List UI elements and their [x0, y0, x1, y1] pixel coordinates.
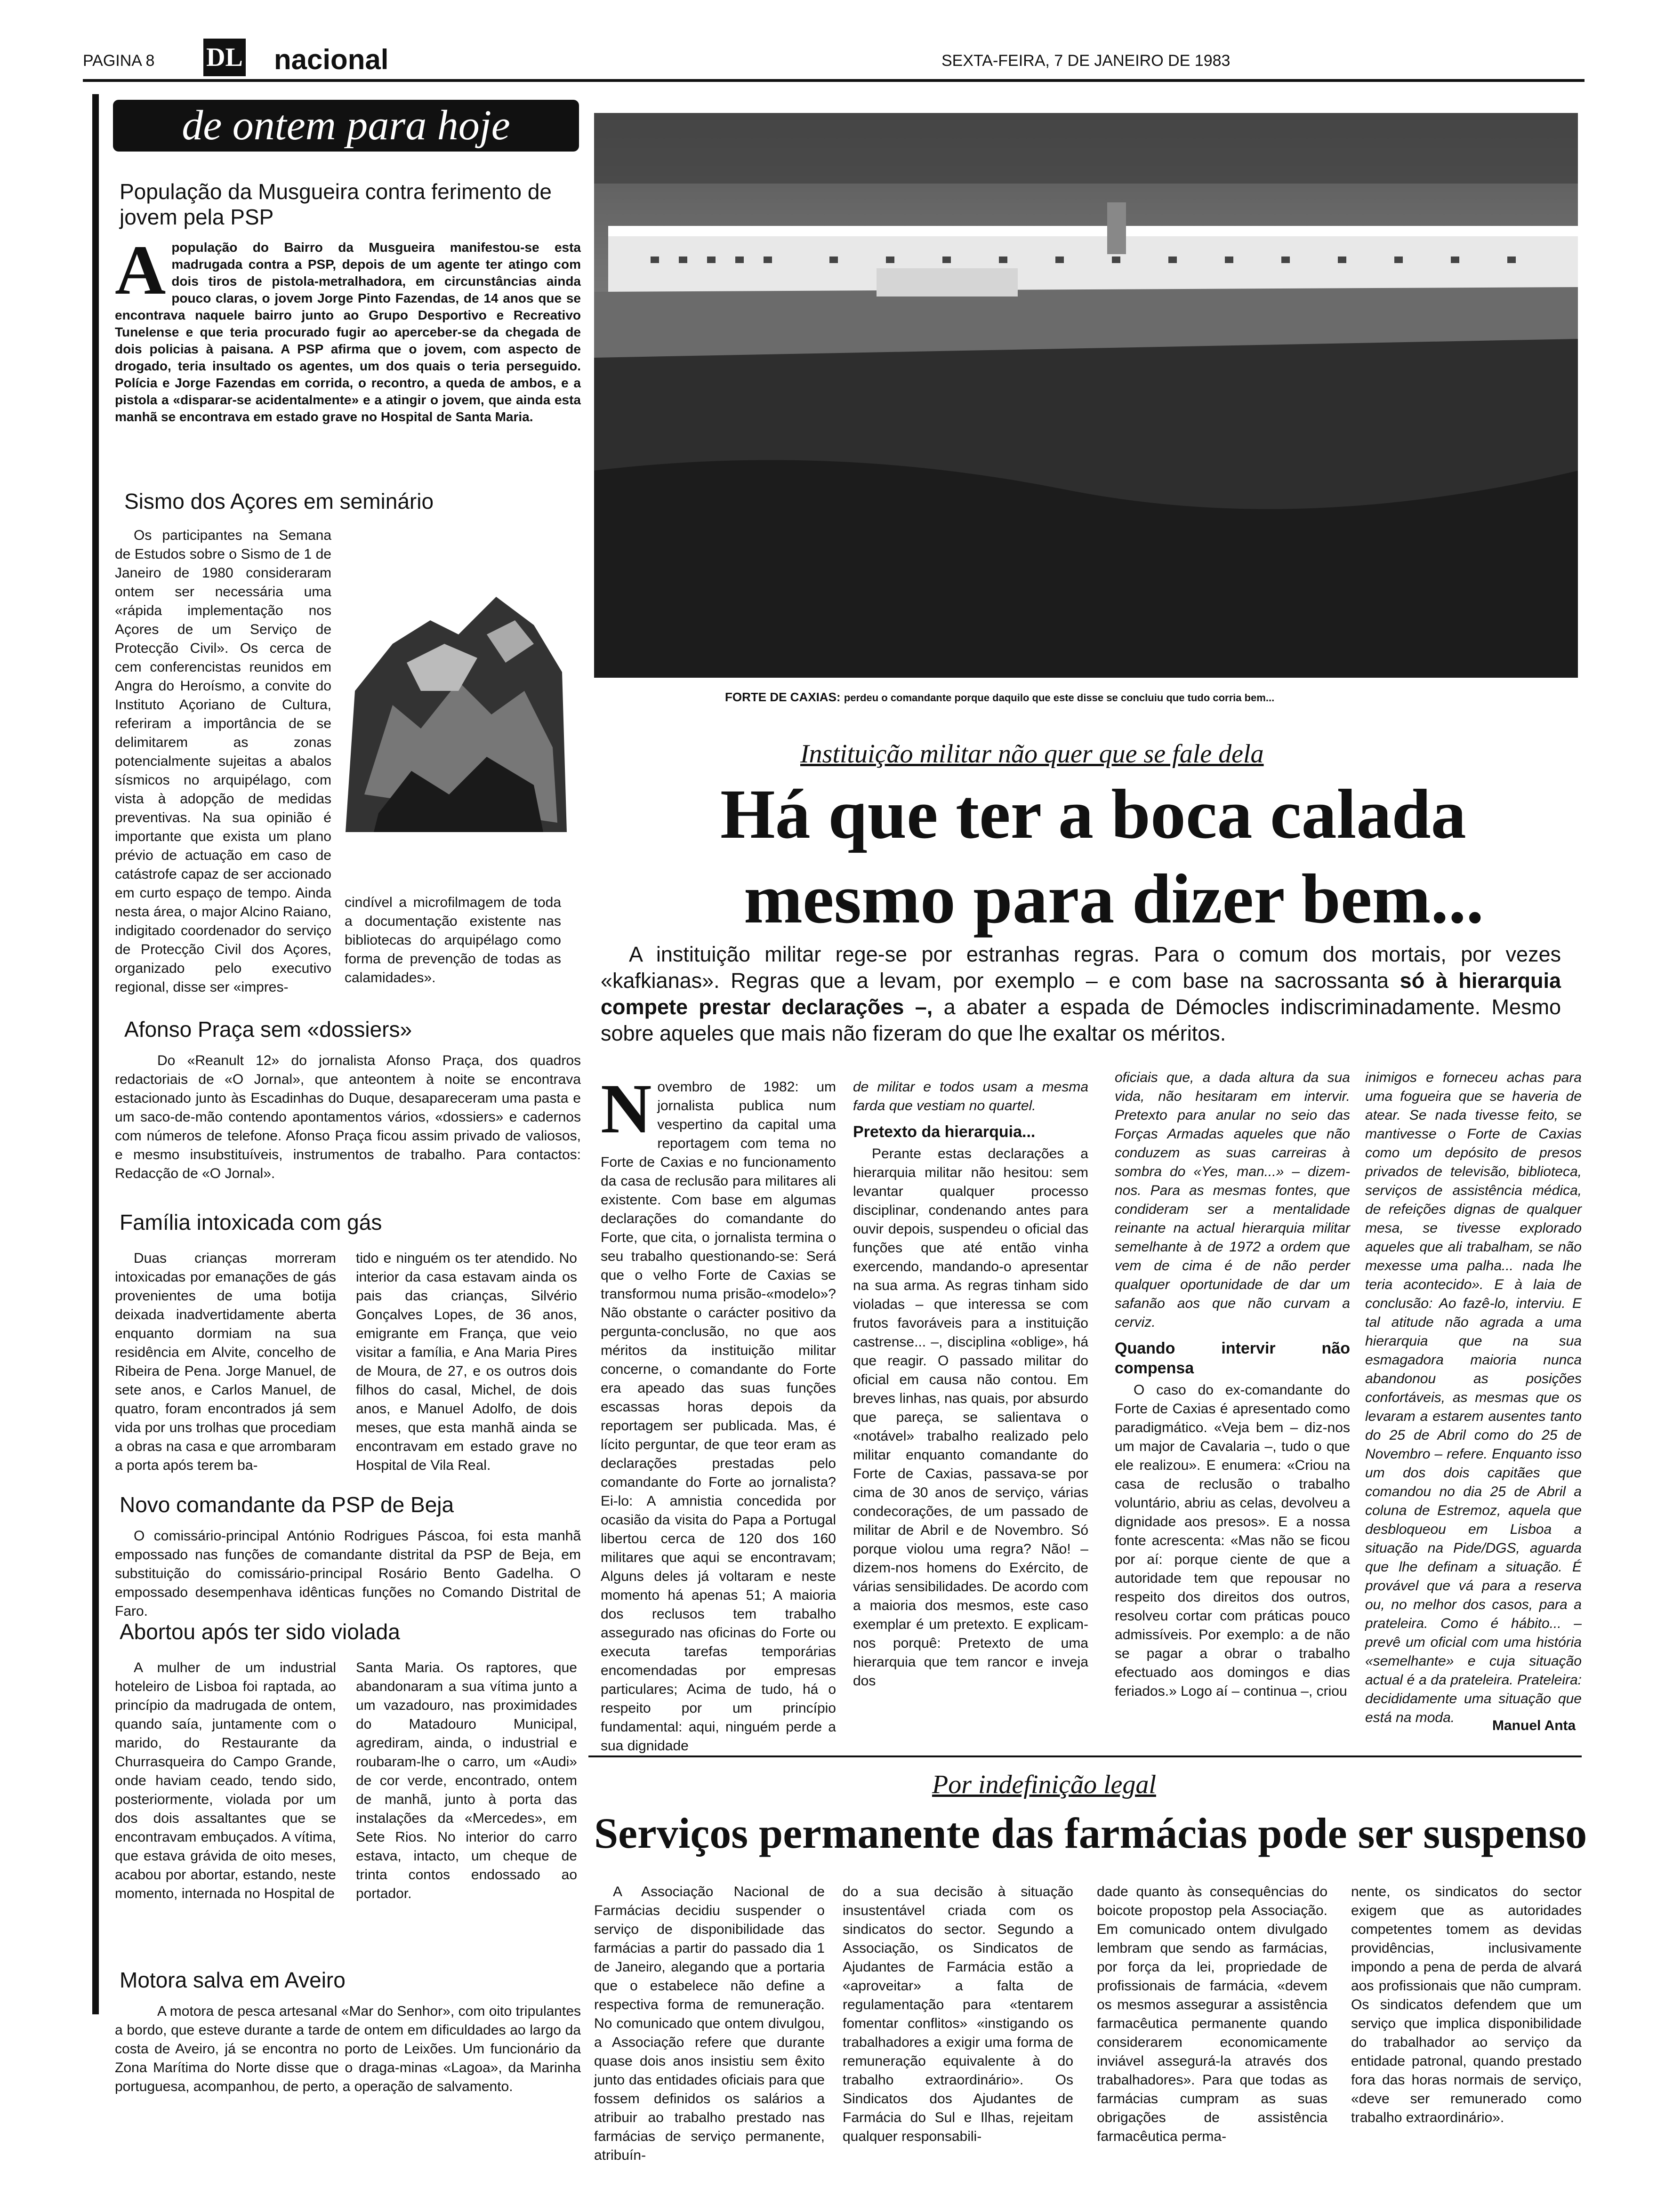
article-body-right	[356, 1249, 577, 1475]
lead-text: a abater a espada de Démocles indiscriminadamente. Mesmo sobre aqueles que mais não fizeram do que lhe exaltar os méritos.	[601, 995, 1561, 1045]
main-lead	[601, 941, 1561, 1047]
newspaper-logo: DL	[203, 39, 246, 76]
article-familia	[115, 1210, 581, 1473]
issue-date: SEXTA-FEIRA, 7 DE JANEIRO DE 1983	[941, 52, 1231, 70]
article-body	[115, 1051, 581, 1183]
article-body-right	[356, 1659, 577, 1903]
article-text: O comissário-principal António Rodrigues Páscoa, foi esta manhã empossado nas funções de comandante distrital da PSP de Beja, em substituição do comissário-principal Rosário Bento Gadelha. O empossado desempenhava idênticas funções no Comando Distrital de Faro.	[115, 1528, 581, 1619]
main-column-2	[853, 1078, 1088, 1691]
bottom-column-1	[594, 1883, 825, 2165]
main-column-1	[601, 1070, 836, 1755]
article-violada	[115, 1619, 581, 1901]
bottom-column-3	[1097, 1883, 1327, 2146]
photo-caption	[725, 690, 1274, 705]
left-column-rule	[92, 94, 99, 2014]
article-text: O caso do ex-comandante do Forte de Caxias é apresentado como paradigmático. «Veja bem – diz-nos um major de Cavalaria –, tudo o que ele realizou». E enumera: «Criou na casa de reclusão o trabalho voluntário, abriu as celas, devolveu a dignidade aos presos». E a nossa fonte acrescenta: «Mas não se ficou por aí: porque ciente de que a autoridade tem que repousar no respeito dos direitos dos outros, resolveu cortar com práticas pouco admissíveis. Por exemplo: a de não se pagar a obrar o trabalho efectuado aos domingos e dias feriados.» Logo aí – continua –, criou	[1115, 1382, 1350, 1699]
bottom-kicker: Por indefinição legal	[932, 1770, 1156, 1799]
article-title: População da Musgueira contra ferimento de jovem pela PSP	[120, 179, 552, 229]
banner-title: de ontem para hoje	[182, 102, 510, 149]
article-text: ovembro de 1982: um jornalista publica num vespertino da capital uma reportagem com tema no Forte de Caxias e no funcionamento da casa de reclusão para militares ali existente. Com base em algumas declarações do comandante do Forte, que cita, o jornalista termina o seu trabalho questionando-se: Será que o velho Forte de Caxias se transformou numa prisão-«modelo»? Não obstante o carácter positivo da pergunta-conclusão, no que aos méritos da instituição militar concerne, o comandante do Forte era apeado das suas funções escassas horas depois da reportagem ser publicada. Mas, é lícito perguntar, de que teor eram as declarações prestadas pelo comandante do Forte ao jornalista? Ei-lo: A amnistia concedida por ocasião da visita do Papa a Portugal libertou cerca de 120 dos 160 militares que aqui se encontravam; Alguns deles já voltaram e neste momento há apenas 51; A maioria dos reclusos tem trabalho assegurado nas oficinas do Forte ou executa tarefas temporárias encomendadas por empresas particulares; Acima de tudo, há o respeito por um princípio fundamental: aqui, ninguém perde a sua dignidade	[601, 1079, 836, 1754]
article-text: nente, os sindicatos do sector exigem que as autoridades competentes tomem as devidas providências, inclusivamente impondo a pena de perda de alvará aos profissionais que não cumpram. Os sindicatos defendem que um serviço que implica disponibilidade do trabalhador ao serviço da entidade patronal, quando prestado fora das horas normais de serviço, «deve ser remunerado como trabalho extraordinário».	[1351, 1884, 1582, 2125]
article-title: Motora salva em Aveiro	[120, 1968, 346, 1992]
article-sismo	[115, 489, 581, 995]
left-banner	[113, 100, 579, 152]
article-title: Afonso Praça sem «dossiers»	[124, 1017, 412, 1042]
article-title: Novo comandante da PSP de Beja	[120, 1492, 454, 1517]
article-body	[115, 2002, 581, 2096]
article-beja	[115, 1492, 581, 1621]
caption-label: FORTE DE CAXIAS:	[725, 690, 841, 704]
article-title: Família intoxicada com gás	[120, 1210, 382, 1234]
subhead: Quando intervir não compensa	[1115, 1339, 1350, 1377]
article-body	[115, 1527, 581, 1621]
article-text: Do «Reanult 12» do jornalista Afonso Praça, dos quadros redactoriais de «O Jornal», que anteontem à noite se encontrava estacionado junto às Escadinhas do Duque, desapareceram uma pasta e um saco-de-mão contendo apontamentos vários, «dossiers» e cadernos com números de telefone. Afonso Praça ficou assim privado de valiosos, e mesmo insubstituíveis, instrumentos de trabalho. Para contactos: Redacção de «O Jornal».	[115, 1053, 581, 1181]
article-text: de militar e todos usam a mesma farda que vestiam no quartel.	[853, 1079, 1088, 1114]
forte-caxias-photo	[594, 113, 1578, 678]
article-text: cindível a microfilmagem de toda a documentação existente nas bibliotecas do arquipélago como forma de prevenção de todas as calamidades».	[345, 895, 561, 986]
byline: Manuel Anta	[1492, 1718, 1576, 1733]
article-text: Perante estas declarações a hierarquia militar não hesitou: sem levantar qualquer processo disciplinar, condenando antes para ouvir depois, suspendeu o oficial das funções que até então vinha exercendo, mandando-o apresentar na sua arma. As regras tinham sido violadas – que interessa se com frutos favoráveis para a instituição castrense... –, disciplina «oblige», há que reagir. O passado militar do oficial em causa não contou. Em breves linhas, nas quais, por absurdo que pareça, se salientava o «notável» trabalho realizado pelo militar enquanto comandante do Forte de Caxias, passava-se por cima de 30 anos de serviço, várias condecorações, de um passado de militar de Abril e de Novembro. Só porque violou uma regra? Não! – dizem-nos homens do Exército, de várias sensibilidades. De acordo com a maioria dos mesmos, este caso exemplar é um pretexto. E explicam-nos porquê: Pretexto de uma hierarquia que tem rancor e inveja dos	[853, 1146, 1088, 1689]
article-text: Duas crianças morreram intoxicadas por emanações de gás provenientes de uma botija deixada inadvertidamente aberta enquanto dormiam na sua residência em Alvite, concelho de Ribeira de Pena. Jorge Manuel, de sete anos, e Carlos Manuel, de quatro, foram encontrados já sem vida por uns trolhas que procediam a obras na casa e que arrombaram a porta após terem ba-	[115, 1250, 336, 1473]
earthquake-photo	[336, 550, 571, 842]
article-text: Os participantes na Semana de Estudos sobre o Sismo de 1 de Janeiro de 1980 consideraram ontem ser necessária uma «rápida implementação nos Açores de um Serviço de Protecção Civil». Os cerca de cem conferencistas reunidos em Angra do Heroísmo, a convite do Instituto Açoriano de Cultura, referiram a importância de se delimitarem as zonas potencialmente sujeitas a abalos sísmicos no arquipélago, com vista à adopção de medidas preventivas. Na sua opinião é importante que exista um plano prévio de actuação em caso de catástrofe capaz de ser accionado em curto espaço de tempo. Ainda nesta área, o major Alcino Raiano, indigitado coordenador do serviço de Protecção Civil dos Açores, organizado pelo executivo regional, disse ser «impres-	[115, 528, 331, 995]
article-title: Abortou após ter sido violada	[120, 1619, 400, 1644]
subhead: Pretexto da hierarquia...	[853, 1123, 1036, 1141]
article-body-left	[115, 1249, 336, 1475]
article-title: Sismo dos Açores em seminário	[124, 489, 434, 513]
article-body-right	[345, 893, 561, 987]
drop-cap: N	[601, 1070, 652, 1148]
bottom-column-4	[1351, 1883, 1582, 2127]
main-column-3	[1115, 1068, 1350, 1701]
article-text: A motora de pesca artesanal «Mar do Senhor», com oito tripulantes a bordo, que esteve durante a tarde de ontem em dificuldades ao largo da costa de Aveiro, já se encontra no porto de Leixões. Um funcionário da Zona Marítima do Norte disse que o draga-minas «Lagoa», da Marinha portuguesa, acompanhou, de perto, a operação de salvamento.	[115, 2004, 581, 2094]
article-musgueira	[115, 179, 581, 425]
main-headline-line2: mesmo para dizer bem...	[744, 860, 1484, 938]
page-number: PAGINA 8	[83, 52, 155, 70]
article-aveiro	[115, 1967, 581, 2096]
article-text: A Associação Nacional de Farmácias decidiu suspender o serviço de disponibilidade das farmácias a partir do passado dia 1 de Janeiro, alegando que a portaria que o estabelece não define a respectiva forma de remuneração. No comunicado que ontem divulgou, a Associação refere que durante quase dois anos insistiu sem êxito junto das entidades oficiais para que fossem definidos os salários a atribuir ao trabalho prestado nas farmácias de serviço permanente, atribuín-	[594, 1884, 825, 2163]
main-headline-line1: Há que ter a boca calada	[720, 775, 1466, 853]
drop-cap: A	[115, 231, 166, 309]
header-rule	[83, 79, 1585, 82]
bottom-article-rule	[588, 1755, 1582, 1757]
article-text: tido e ninguém os ter atendido. No interior da casa estavam ainda os pais das crianças, Silvério Gonçalves Lopes, de 36 anos, emigrante em França, que veio visitar a família, e Ana Maria Pires de Moura, de 27, e os outros dois filhos do casal, Michel, de dois anos, e Manuel Adolfo, de dois meses, que esta manhã ainda se encontravam em estado grave no Hospital de Vila Real.	[356, 1250, 577, 1473]
article-body-left	[115, 1659, 336, 1903]
article-text: Santa Maria. Os raptores, que abandonaram a sua vítima junto a um vazadouro, nas proximidades do Matadouro Municipal, agrediram, ainda, o industrial e roubaram-lhe o carro, um «Audi» de cor verde, encontrado, ontem de manhã, junto à porta das instalações da «Mercedes», em Sete Rios. No interior do carro estava, intacto, um cheque de trinta contos endossado ao portador.	[356, 1660, 577, 1901]
section-title: nacional	[274, 44, 389, 75]
article-praca	[115, 1017, 581, 1183]
bottom-column-2	[843, 1883, 1073, 2146]
main-column-4	[1365, 1068, 1582, 1727]
article-text: população do Bairro da Musgueira manifestou-se esta madrugada contra a PSP, depois de um agente ter atingo com dois tiros de pistola-metralhadora, em circunstâncias ainda pouco claras, o jovem Jorge Pinto Fazendas, de 14 anos que se encontrava naquele bairro junto ao Grupo Desportivo e Recreativo Tunelense e que teria procurado fugir ao aperceber-se da chegada de dois policias à paisana. A PSP afirma que o jovem, com aspecto de drogado, teria insultado os agentes, um dos quais o teria perseguido. Polícia e Jorge Fazendas em corrida, o recontro, a queda de ambos, e a pistola a «disparar-se acidentalmente» e a atingir o jovem, que ainda esta manhã se encontrava em estado grave no Hospital de Santa Maria.	[115, 240, 581, 424]
lead-bold: só à hierarquia compete prestar declarações –,	[601, 969, 1561, 1019]
article-text: A mulher de um industrial hoteleiro de Lisboa foi raptada, ao princípio da madrugada de ontem, quando saía, juntamente com o marido, do Restaurante da Churrasqueira do Campo Grande, onde haviam ceado, tendo sido, posteriormente, violada por um dos dois assaltantes que se encontravam embuçados. A vítima, que estava grávida de oito meses, acabou por abortar, estando, neste momento, internada no Hospital de	[115, 1660, 336, 1901]
article-body-left	[115, 526, 331, 997]
article-text: inimigos e forneceu achas para uma fogueira que se haveria de atear. Se nada tivesse feito, se mantivesse o Forte de Caxias como um depósito de presos privados de televisão, biblioteca, serviços de assistência médica, de refeições dignas de qualquer mesa, se tivesse explorado aqueles que ali trabalham, se não mexesse uma palha... nada lhe teria acontecido». E à laia de conclusão: Ao fazê-lo, interviu. E tal atitude não agrada a uma hierarquia que na sua esmagadora maioria nunca abandonou as posições confortáveis, as mesmas que os levaram a estarem ausentes tanto do 25 de Abril como do 25 de Novembro – refere. Enquanto isso um dos dois capitães que comandou no dia 25 de Abril a coluna de Estremoz, aquela que desbloqueou em Lisboa a situação na Pide/DGS, aguarda que lhe definam a situação. É provável que vá para a reserva ou, no melhor dos casos, para a prateleira. Como é hábito... – prevê um oficial com uma história «semelhante» e cuja situação actual é a da prateleira. Prateleira: decididamente uma situação que está na moda.	[1365, 1070, 1582, 1725]
bottom-headline: Serviços permanente das farmácias pode ser suspenso	[594, 1809, 1587, 1857]
lead-text: A instituição militar rege-se por estranhas regras. Para o comum dos mortais, por vezes «kafkianas». Regras que a levam, por exemplo – e com base na sacrossanta	[601, 942, 1561, 993]
article-body	[115, 231, 581, 425]
article-text: dade quanto às consequências do boicote propostop pela Associação. Em comunicado ontem divulgado lembram que sendo as farmácias, por força da lei, propriedade de profissionais de farmácia, «devem os mesmos assegurar a assistência farmacêutica permanente quando considerarem economicamente inviável assegurá-la através dos trabalhadores». Para que todas as farmácias cumpram as suas obrigações de assistência farmacêutica perma-	[1097, 1884, 1327, 2144]
article-text: oficiais que, a dada altura da sua vida, não hesitaram em intervir. Pretexto para anular no seio das Forças Armadas aqueles que não conduzem as suas carreiras à sombra do «Yes, man...» – dizem-nos. Para as mesmas fontes, que condideram ser a mentalidade reinante na actual hierarquia militar semelhante à de 1972 a ordem que vem de cima é de não perder qualquer oportunidade de dar um safanão aos que não curvam a cerviz.	[1115, 1070, 1350, 1330]
caption-text: perdeu o comandante porque daquilo que este disse se concluiu que tudo corria bem...	[844, 692, 1275, 704]
main-kicker: Instituição militar não quer que se fale dela	[800, 739, 1264, 769]
article-text: do a sua decisão à situação insustentável criada com os sindicatos do sector. Segundo a Associação, os Sindicatos de Ajudantes de Farmácia estão a «aproveitar» a falta de regulamentação para «tentarem fomentar conflitos» «instigando os trabalhadores a exigir uma forma de remuneração equivalente à do trabalho extraordinário». Os Sindicatos dos Ajudantes de Farmácia do Sul e Ilhas, rejeitam qualquer responsabili-	[843, 1884, 1073, 2144]
